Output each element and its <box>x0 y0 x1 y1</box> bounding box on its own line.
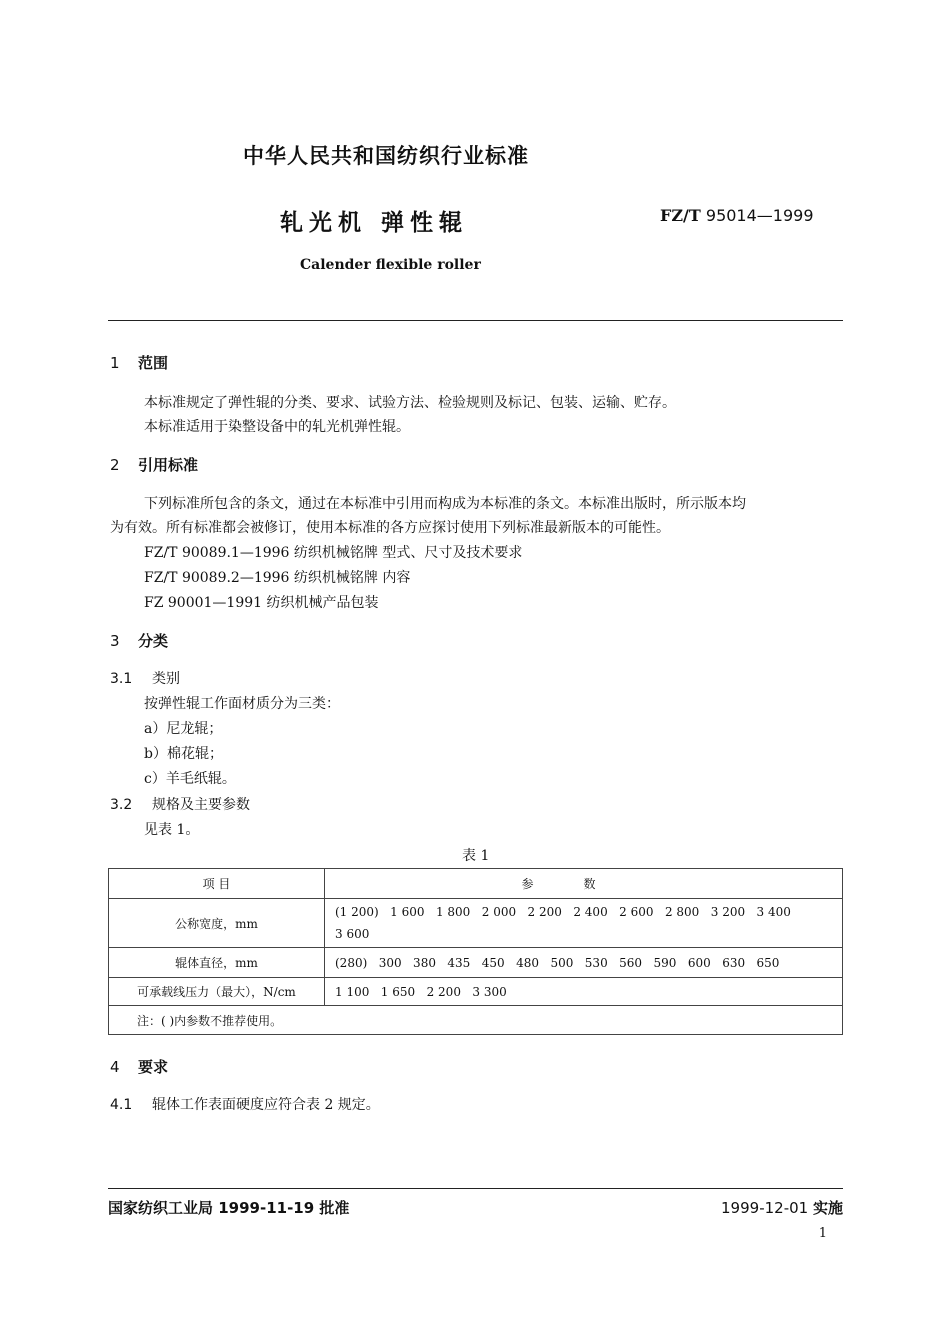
reference-2: FZ/T 90089.2—1996 纺织机械铭牌 内容 <box>144 570 411 586</box>
section-3-2-heading <box>110 794 250 814</box>
row-label-width: 公称宽度，mm <box>109 899 325 948</box>
section-3-title: 分类 <box>138 632 169 650</box>
section-4-title: 要求 <box>138 1058 169 1076</box>
column-header-param <box>325 869 843 899</box>
category-item-b: b）棉花辊； <box>144 746 223 762</box>
table-1-caption: 表 1 <box>462 848 490 864</box>
page-number: 1 <box>818 1226 827 1241</box>
section-1-title: 范围 <box>138 354 169 372</box>
table-note-row <box>109 1006 843 1035</box>
section-3-1-number: 3.1 <box>110 671 133 687</box>
reference-3: FZ 90001—1991 纺织机械产品包装 <box>144 595 379 611</box>
section-3-1-title: 类别 <box>152 671 180 687</box>
section-3-2-number: 3.2 <box>110 797 133 813</box>
section-4-1 <box>110 1094 380 1114</box>
section-3-1-intro: 按弹性辊工作面材质分为三类： <box>144 696 340 712</box>
issuing-organization: 中华人民共和国纺织行业标准 <box>243 144 529 168</box>
reference-1: FZ/T 90089.1—1996 纺织机械铭牌 型式、尺寸及技术要求 <box>144 545 523 561</box>
section-1-number: 1 <box>110 354 120 372</box>
row-label-diameter: 辊体直径，mm <box>109 948 325 978</box>
section-2-number: 2 <box>110 456 120 474</box>
section-2-para-line-2: 为有效。所有标准都会被修订，使用本标准的各方应探讨使用下列标准最新版本的可能性。 <box>110 520 670 536</box>
section-4-1-number: 4.1 <box>110 1097 133 1113</box>
section-2-para-line-1: 下列标准所包含的条文，通过在本标准中引用而构成为本标准的条文。本标准出版时，所示版本均 <box>144 496 746 512</box>
standard-number <box>660 206 814 225</box>
section-3-2-title: 规格及主要参数 <box>152 797 250 813</box>
category-item-c: c）羊毛纸辊。 <box>144 771 236 787</box>
effective-date: 1999-12-01 <box>721 1199 809 1217</box>
row-values-diameter: (280) 300 380 435 450 480 500 530 560 590 600 630 650 <box>325 948 843 978</box>
width-values-line-1: (1 200) 1 600 1 800 2 000 2 200 2 400 2 600 2 800 3 200 3 400 <box>335 905 791 919</box>
section-4-1-text: 辊体工作表面硬度应符合表 2 规定。 <box>152 1097 380 1113</box>
approval-info: 国家纺织工业局 1999-11-19 批准 <box>108 1199 350 1217</box>
section-2-heading <box>110 454 198 475</box>
row-values-line-pressure: 1 100 1 650 2 200 3 300 <box>325 978 843 1006</box>
section-1-heading <box>110 352 168 373</box>
header-divider <box>108 320 843 321</box>
table-header-row <box>109 869 843 899</box>
section-1-para-1: 本标准规定了弹性辊的分类、要求、试验方法、检验规则及标记、包装、运输、贮存。 <box>144 395 676 411</box>
table-1 <box>108 868 843 1035</box>
category-item-a: a）尼龙辊； <box>144 721 223 737</box>
column-header-param-text: 参数 <box>521 877 646 891</box>
column-header-item: 项 目 <box>109 869 325 899</box>
row-label-line-pressure: 可承载线压力（最大），N/cm <box>109 978 325 1006</box>
section-3-heading <box>110 630 168 651</box>
standard-code: 95014—1999 <box>705 206 814 225</box>
document-title: 轧光机 弹性辊 <box>280 210 469 236</box>
section-1-para-2: 本标准适用于染整设备中的轧光机弹性辊。 <box>144 419 410 435</box>
english-title: Calender flexible roller <box>300 257 481 273</box>
width-values-line-2: 3 600 <box>335 927 370 941</box>
table-row <box>109 978 843 1006</box>
standard-prefix: FZ/T <box>660 206 701 225</box>
table-row <box>109 899 843 948</box>
row-values-width <box>325 899 843 948</box>
section-4-number: 4 <box>110 1058 120 1076</box>
effective-info <box>721 1197 843 1218</box>
footer-divider <box>108 1188 843 1189</box>
table-note: 注：( )内参数不推荐使用。 <box>109 1006 843 1035</box>
section-4-heading <box>110 1056 168 1077</box>
section-3-1-heading <box>110 668 180 688</box>
effective-label: 实施 <box>812 1199 843 1217</box>
section-3-2-text: 见表 1。 <box>144 822 200 838</box>
table-row <box>109 948 843 978</box>
section-3-number: 3 <box>110 632 120 650</box>
section-2-title: 引用标准 <box>138 456 199 474</box>
